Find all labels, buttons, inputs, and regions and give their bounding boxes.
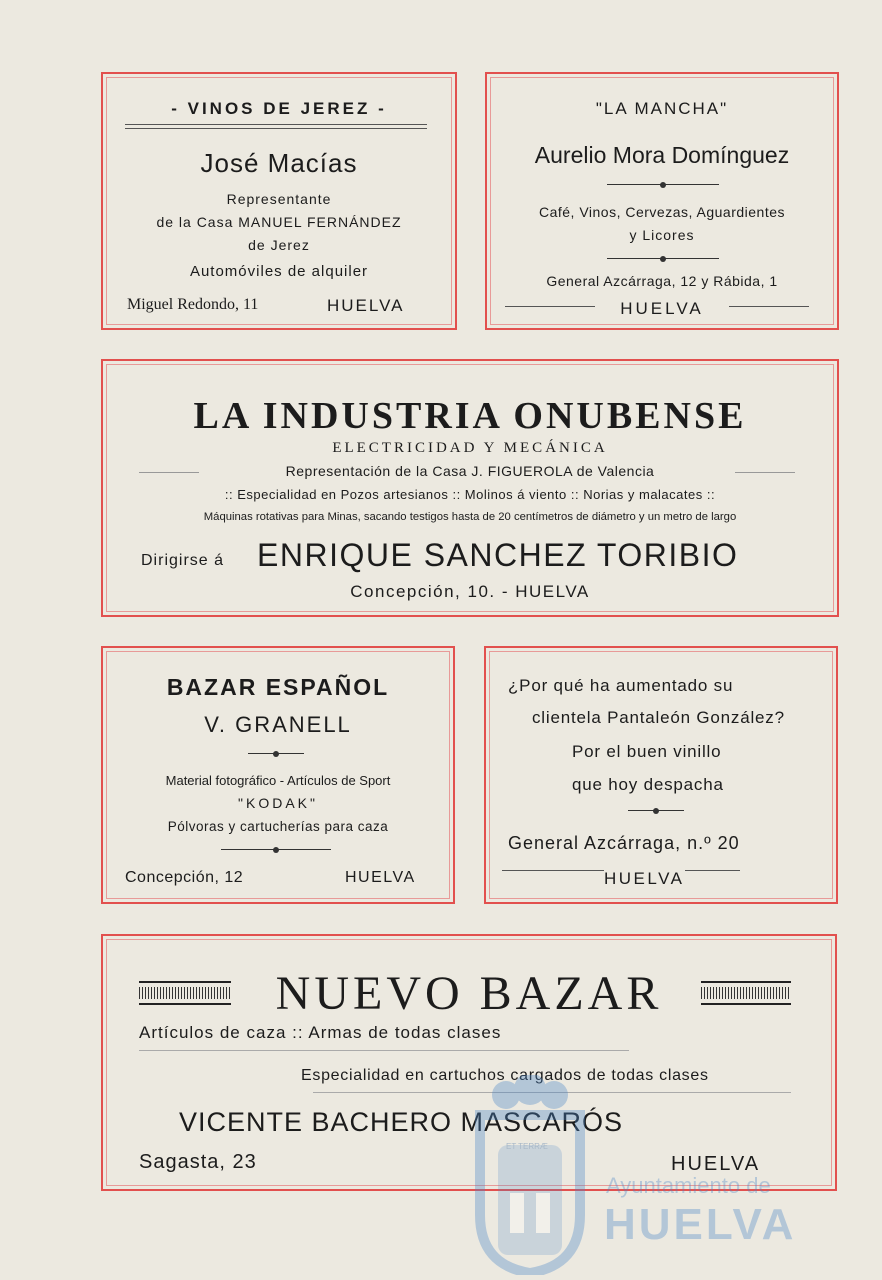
ad2-name: Aurelio Mora Domínguez xyxy=(534,142,790,168)
ornament xyxy=(607,254,719,264)
ad5-line3: Por el buen vinillo xyxy=(572,742,722,761)
ad3-line3: Máquinas rotativas para Minas, sacando testigos hasta de 20 centímetros de diámetro y un metro de largo xyxy=(203,511,737,523)
ad1-header: - VINOS DE JEREZ - xyxy=(171,99,387,118)
ornament xyxy=(607,180,719,190)
ad5-line4: que hoy despacha xyxy=(572,775,724,794)
ad1-line4: Automóviles de alquiler xyxy=(189,263,369,280)
ad5-address: General Azcárraga, n.º 20 xyxy=(508,833,740,853)
ad6-line2: Especialidad en cartuchos cargados de todas clases xyxy=(301,1067,709,1084)
ad4-address: Concepción, 12 xyxy=(125,869,244,886)
ad-pantaleon-gonzalez xyxy=(484,646,838,904)
ad6-city: HUELVA xyxy=(671,1153,761,1175)
ad3-line2: :: Especialidad en Pozos artesianos :: Molinos á viento :: Norias y malacates :: xyxy=(224,487,716,502)
ad2-line2: y Licores xyxy=(629,227,695,243)
ad5-line2: clientela Pantaleón González? xyxy=(532,708,785,727)
ornament xyxy=(628,806,684,816)
ad2-city: HUELVA xyxy=(595,300,729,317)
watermark-text1: Ayuntamiento de xyxy=(606,1173,771,1198)
ad4-name: V. GRANELL xyxy=(204,712,352,737)
ad2-address: General Azcárraga, 12 y Rábida, 1 xyxy=(546,273,778,289)
ad3-contact-name: ENRIQUE SANCHEZ TORIBIO xyxy=(257,537,739,573)
ayuntamiento-huelva-watermark xyxy=(470,1075,810,1280)
ad3-title: LA INDUSTRIA ONUBENSE xyxy=(193,395,747,437)
ad4-line3: Pólvoras y cartucherías para caza xyxy=(167,819,389,834)
ad-vinos-de-jerez xyxy=(101,72,457,330)
ornament xyxy=(248,749,304,759)
ad6-name: VICENTE BACHERO MASCARÓS xyxy=(179,1107,624,1137)
ad1-address: Miguel Redondo, 11 xyxy=(127,296,259,313)
ad6-address: Sagasta, 23 xyxy=(139,1151,257,1173)
ad2-header: "LA MANCHA" xyxy=(595,99,729,118)
ad3-line1: Representación de la Casa J. FIGUEROLA de Valencia xyxy=(285,463,655,479)
ad1-line1: Representante xyxy=(226,191,332,207)
ad1-line3: de Jerez xyxy=(248,237,310,253)
divider xyxy=(125,128,427,129)
ad-bazar-espanol xyxy=(101,646,455,904)
ad3-contact-prefix: Dirigirse á xyxy=(141,552,225,569)
ad6-line1: Artículos de caza :: Armas de todas clases xyxy=(139,1023,502,1042)
ad5-line1: ¿Por qué ha aumentado su xyxy=(508,676,734,695)
ad4-line1: Material fotográfico - Artículos de Sport xyxy=(165,773,391,788)
ad1-city: HUELVA xyxy=(327,296,405,315)
ad-la-industria-onubense xyxy=(101,359,839,617)
ad-la-mancha xyxy=(485,72,839,330)
divider xyxy=(125,124,427,125)
ad1-name: José Macías xyxy=(200,148,358,178)
ad5-city: HUELVA xyxy=(604,869,685,888)
ad4-line2: "KODAK" xyxy=(238,795,318,811)
watermark-motto: ET TERRÆ xyxy=(506,1142,548,1151)
hatched-ornament-right xyxy=(701,981,791,1007)
ad6-title: NUEVO BAZAR xyxy=(275,967,663,1020)
ad4-title: BAZAR ESPAÑOL xyxy=(166,674,390,700)
ad2-line1: Café, Vinos, Cervezas, Aguardientes xyxy=(538,204,786,220)
ad1-line2: de la Casa MANUEL FERNÁNDEZ xyxy=(156,214,402,230)
coat-of-arms-icon xyxy=(470,1075,590,1275)
watermark-text2: HUELVA xyxy=(604,1200,797,1249)
ad3-address: Concepción, 10. - HUELVA xyxy=(350,582,590,601)
divider xyxy=(139,1050,629,1051)
ornament xyxy=(221,845,331,855)
ad4-city: HUELVA xyxy=(345,869,416,886)
ad3-subtitle: ELECTRICIDAD Y MECÁNICA xyxy=(332,440,608,456)
